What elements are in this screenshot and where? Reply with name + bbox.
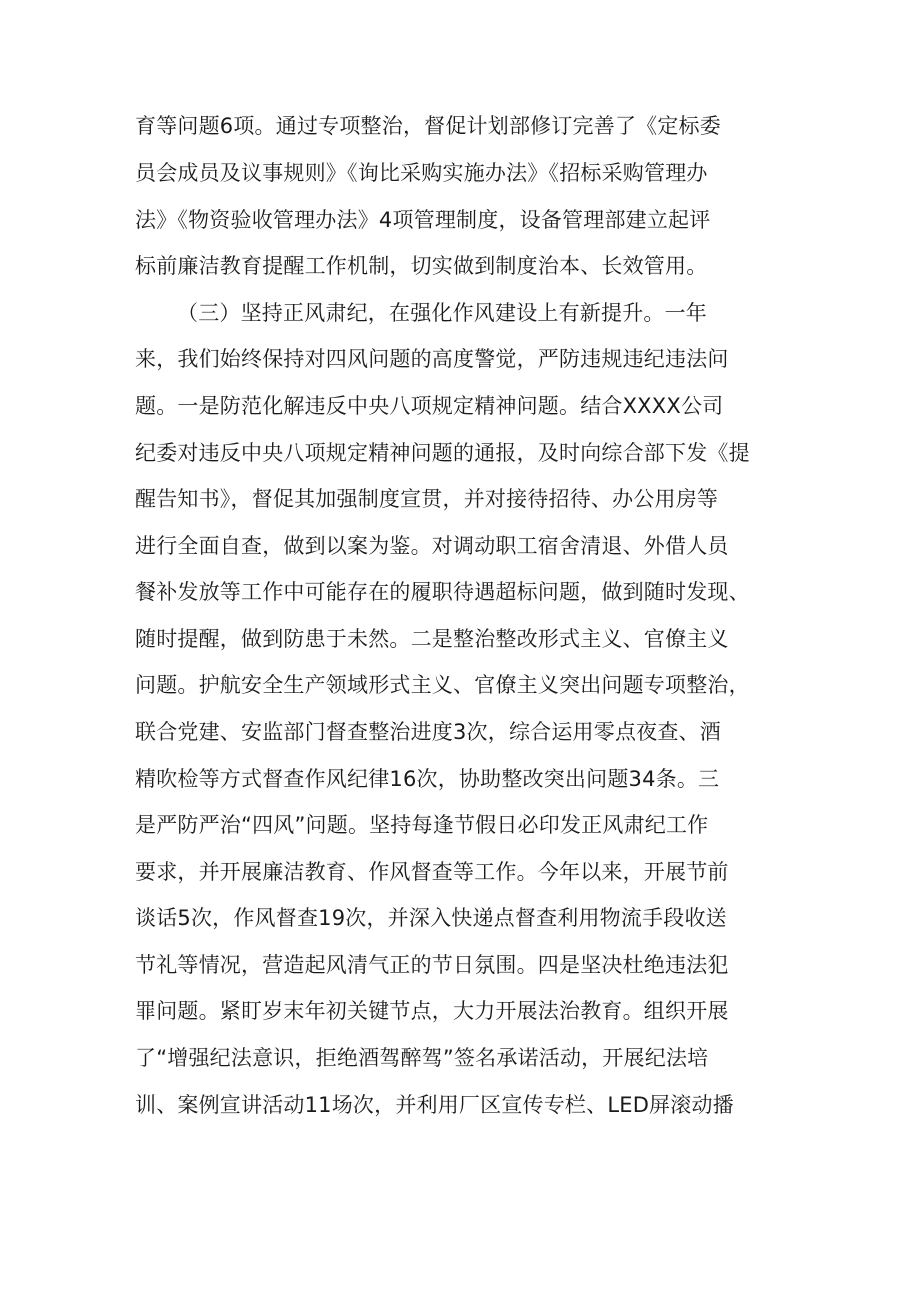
text-line: 题。一是防范化解违反中央八项规定精神问题。结合XXXX公司 [135, 394, 724, 418]
text-line: 是严防严治“四风”问题。坚持每逢节假日必印发正风肃纪工作 [135, 813, 709, 837]
text-line: 纪委对违反中央八项规定精神问题的通报，及时向综合部下发《提 [135, 441, 750, 465]
text-line: 随时提醒，做到防患于未然。二是整治整改形式主义、官僚主义 [135, 627, 729, 651]
text-line: 餐补发放等工作中可能存在的履职待遇超标问题，做到随时发现、 [135, 580, 750, 604]
text-line: 罪问题。紧盯岁末年初关键节点，大力开展法治教育。组织开展 [135, 999, 729, 1023]
text-line: 要求，并开展廉洁教育、作风督查等工作。今年以来，开展节前 [135, 860, 729, 884]
text-line: 谈话5次，作风督查19次，并深入快递点督查利用物流手段收送 [135, 906, 727, 930]
text-line: 进行全面自查，做到以案为鉴。对调动职工宿舍清退、外借人员 [135, 534, 729, 558]
text-line: 醒告知书》，督促其加强制度宣贯，并对接待招待、办公用房等 [135, 487, 719, 511]
text-line: 标前廉洁教育提醒工作机制，切实做到制度治本、长效管用。 [135, 254, 708, 278]
text-line: 员会成员及议事规则》《询比采购实施办法》《招标采购管理办 [135, 161, 708, 185]
text-line: 问题。护航安全生产领域形式主义、官僚主义突出问题专项整治， [135, 673, 750, 697]
section-heading-line: （三）坚持正风肃纪，在强化作风建设上有新提升。一年 [177, 301, 707, 325]
text-line: 育等问题6项。通过专项整治，督促计划部修订完善了《定标委 [135, 114, 721, 138]
text-line: 来，我们始终保持对四风问题的高度警觉，严防违规违纪违法问 [135, 347, 729, 371]
text-line: 法》《物资验收管理办法》4项管理制度，设备管理部建立起评 [135, 208, 711, 232]
text-line: 训、案例宣讲活动11场次，并利用厂区宣传专栏、LED屏滚动播 [135, 1093, 734, 1117]
text-line: 精吹检等方式督查作风纪律16次，协助整改突出问题34条。三 [135, 767, 720, 791]
text-line: 节礼等情况，营造起风清气正的节日氛围。四是坚决杜绝违法犯 [135, 953, 729, 977]
text-line: 联合党建、安监部门督查整治进度3次，综合运用零点夜查、酒 [135, 720, 721, 744]
text-line: 了“增强纪法意识，拒绝酒驾醉驾”签名承诺活动，开展纪法培 [135, 1046, 709, 1070]
